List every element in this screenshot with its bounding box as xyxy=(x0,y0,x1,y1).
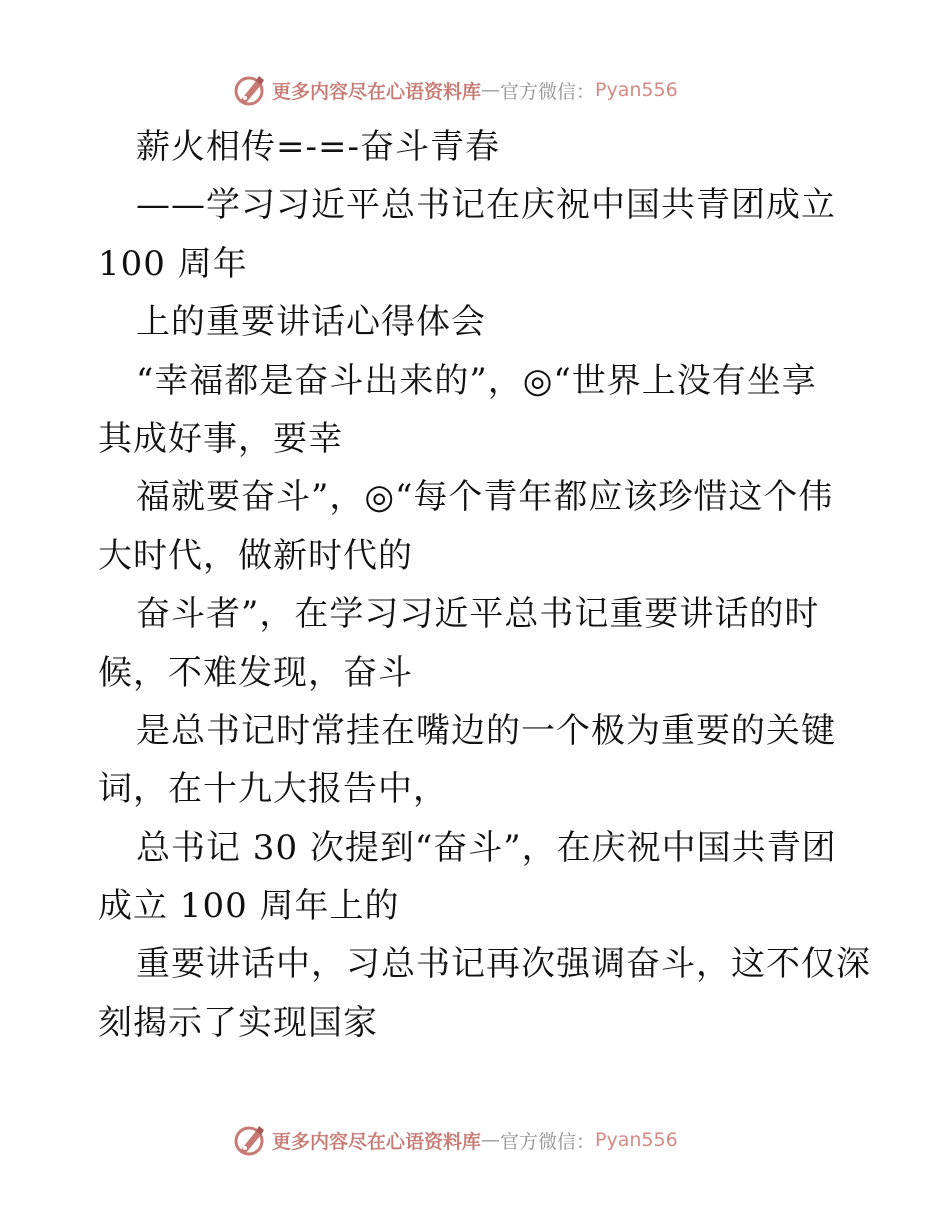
watermark-id: Pyan556 xyxy=(595,1129,678,1151)
watermark-id: Pyan556 xyxy=(595,79,678,101)
watermark-main-text: 更多内容尽在心语资料库 xyxy=(272,1130,482,1153)
document-line: 上的重要讲话心得体会 xyxy=(136,302,486,343)
document-line: 薪火相传=-=-奋斗青春 xyxy=(136,127,500,167)
document-line: ——学习习近平总书记在庆祝中国共青团成立 xyxy=(136,185,836,226)
pen-logo-icon xyxy=(232,1122,268,1158)
document-line: 总书记 30 次提到“奋斗”，在庆祝中国共青团 xyxy=(136,827,837,868)
document-line: 是总书记时常挂在嘴边的一个极为重要的关键 xyxy=(136,710,836,751)
document-line: 奋斗者”，在学习习近平总书记重要讲话的时 xyxy=(136,594,820,635)
document-body xyxy=(98,118,871,1052)
document-line: 大时代，做新时代的 xyxy=(98,535,413,576)
document-line: 词，在十九大报告中， xyxy=(98,769,448,810)
pen-logo-icon xyxy=(232,72,268,108)
document-line: 福就要奋斗”，◎“每个青年都应该珍惜这个伟 xyxy=(136,477,834,518)
watermark-dash: — xyxy=(481,79,501,101)
document-line: 100 周年 xyxy=(98,243,248,284)
document-line: 重要讲话中，习总书记再次强调奋斗，这不仅深 xyxy=(136,944,871,985)
document-line: 成立 100 周年上的 xyxy=(98,886,400,927)
watermark-main-text: 更多内容尽在心语资料库 xyxy=(272,80,482,103)
document-line: 其成好事，要幸 xyxy=(98,418,343,459)
watermark-dash: — xyxy=(481,1129,501,1151)
footer-watermark xyxy=(232,1120,678,1160)
document-line: “幸福都是奋斗出来的”，◎“世界上没有坐享 xyxy=(136,360,817,401)
watermark-label: 官方微信： xyxy=(500,80,596,103)
header-watermark xyxy=(232,70,678,110)
watermark-label: 官方微信： xyxy=(500,1130,596,1153)
document-line: 刻揭示了实现国家 xyxy=(98,1002,378,1043)
document-line: 候，不难发现，奋斗 xyxy=(98,652,413,693)
